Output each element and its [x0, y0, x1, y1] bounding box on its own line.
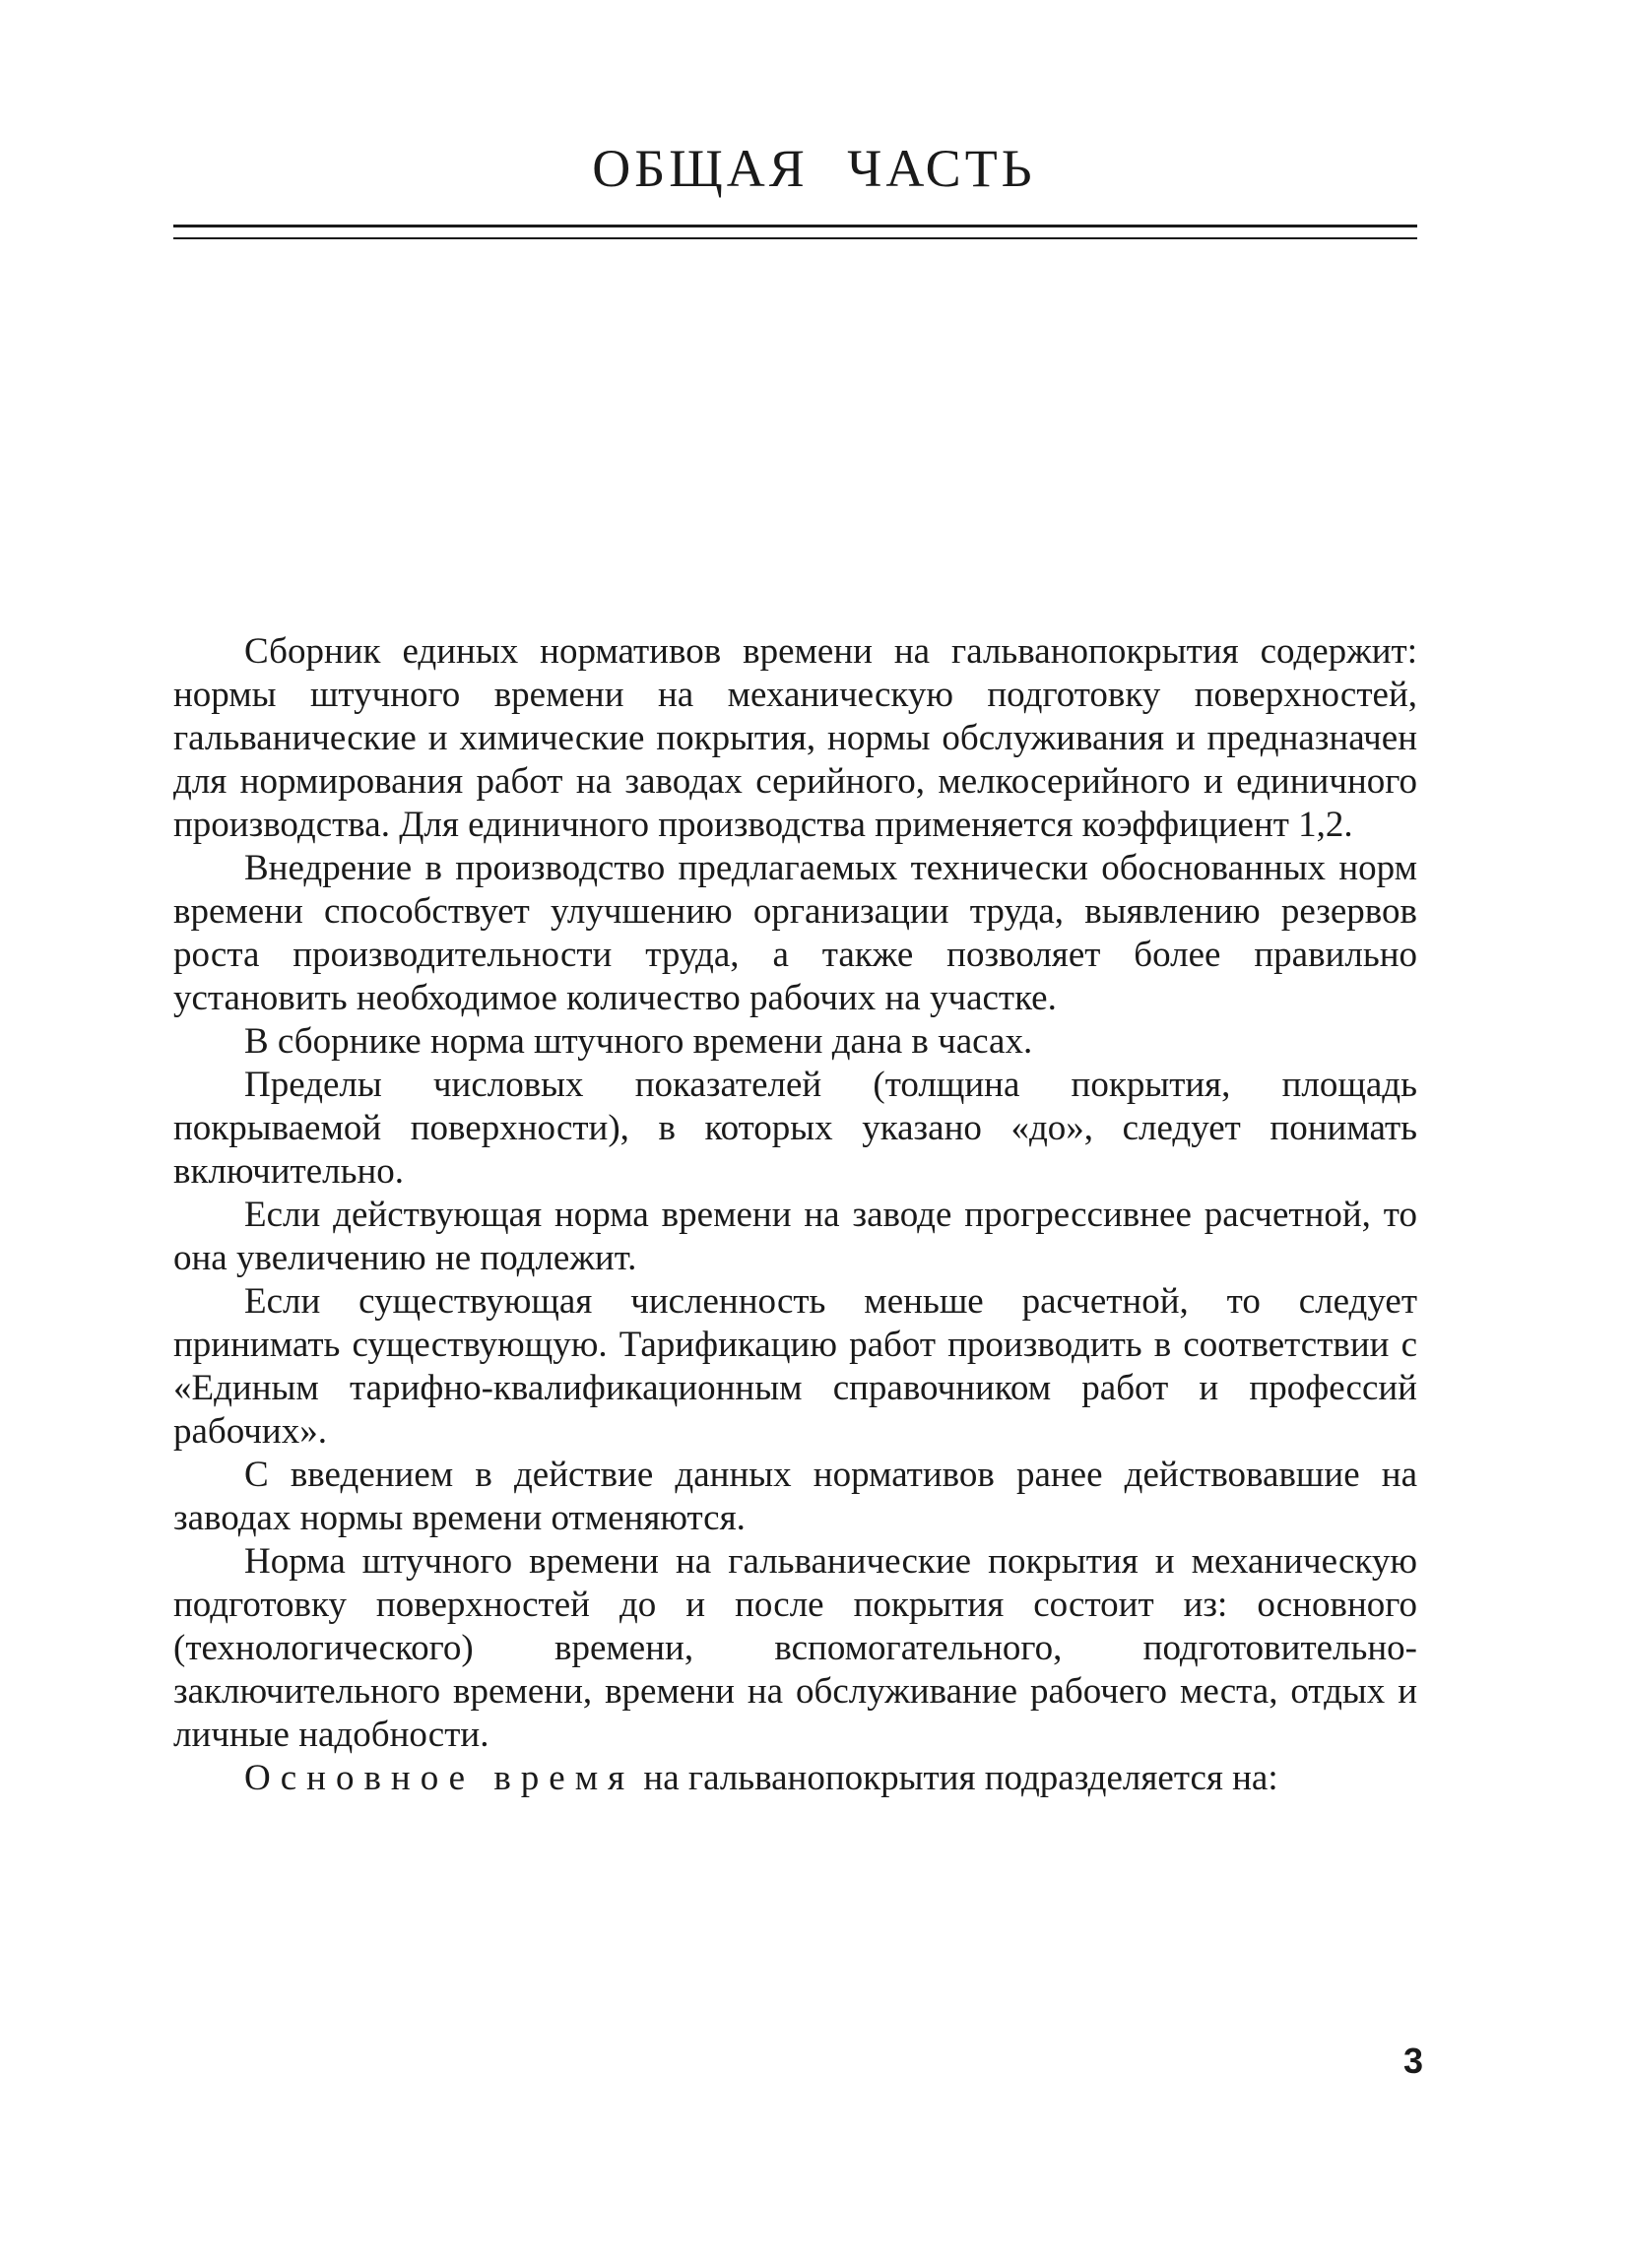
title-rule-top — [173, 225, 1417, 227]
paragraph-8: Норма штучного времени на гальванические покрытия и механическую подготовку поверхностей до и после покрытия состоит из: основного (технологического) времени, вспомогательного, подготовительно-заключительного времени, времени на обслуживание рабочего места, отдых и личные надобности. — [173, 1541, 1417, 1755]
paragraph-9 — [173, 1757, 1417, 1800]
paragraph-1: Сборник единых нормативов времени на гальванопокрытия содержит: нормы штучного времени на механическую подготовку поверхностей, гальванические и химические покрытия, нормы обслуживания и предназначен для нормирования работ на заводах серийного, мелкосерийного и единичного производства. Для единичного производства применяется коэффициент 1,2. — [173, 631, 1417, 845]
paragraph-9-rest: на гальванопокрытия подразделяется на: — [634, 1758, 1278, 1798]
paragraph-4: Пределы числовых показателей (толщина покрытия, площадь покрываемой поверхности), в которых указано «до», следует понимать включительно. — [173, 1065, 1417, 1192]
title-rule-bottom — [173, 237, 1417, 239]
page-title: ОБЩАЯ ЧАСТЬ — [592, 139, 1036, 198]
paragraph-5: Если действующая норма времени на заводе прогрессивнее расчетной, то она увеличению не подлежит. — [173, 1195, 1417, 1278]
paragraph-6: Если существующая численность меньше расчетной, то следует принимать существующую. Тарификацию работ производить в соответствии с «Единым тарифно-квалификационным справочником работ и профессий рабочих». — [173, 1281, 1417, 1452]
page-number: 3 — [1402, 2041, 1423, 2081]
paragraph-3: В сборнике норма штучного времени дана в часах. — [244, 1021, 1033, 1062]
spaced-term: Основное время — [244, 1758, 635, 1798]
paragraph-2: Внедрение в производство предлагаемых технически обоснованных норм времени способствует улучшению организации труда, выявлению резервов роста производительности труда, а также позволяет более правильно установить необходимое количество рабочих на участке. — [173, 848, 1417, 1018]
paragraph-7: С введением в действие данных нормативов ранее действовавшие на заводах нормы времени отменяются. — [173, 1455, 1417, 1538]
body-text — [173, 630, 1417, 1800]
